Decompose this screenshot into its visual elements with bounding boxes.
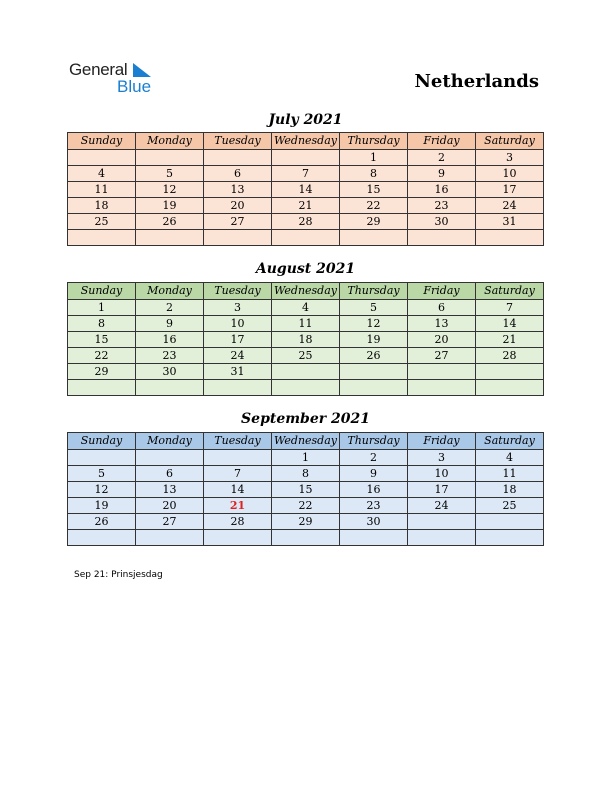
- day-cell: 19: [340, 332, 408, 348]
- day-cell: 13: [204, 182, 272, 198]
- weekday-header: Saturday: [476, 133, 544, 150]
- week-row: [68, 514, 544, 530]
- day-cell: [408, 530, 476, 546]
- day-cell: [68, 450, 136, 466]
- day-cell: 3: [408, 450, 476, 466]
- day-cell: 27: [204, 214, 272, 230]
- day-cell: 28: [204, 514, 272, 530]
- weekday-header: Wednesday: [272, 133, 340, 150]
- day-cell: [68, 530, 136, 546]
- day-cell: [136, 380, 204, 396]
- day-cell: 27: [408, 348, 476, 364]
- day-cell: 18: [476, 482, 544, 498]
- weekday-header: Tuesday: [204, 133, 272, 150]
- day-cell: 11: [68, 182, 136, 198]
- weekday-header: Sunday: [68, 283, 136, 300]
- week-row: [68, 300, 544, 316]
- month-title-august: August 2021: [255, 261, 356, 277]
- day-cell: 31: [204, 364, 272, 380]
- day-cell: 30: [340, 514, 408, 530]
- day-cell: 23: [340, 498, 408, 514]
- week-row: [68, 214, 544, 230]
- week-row: [68, 150, 544, 166]
- day-cell: 31: [476, 214, 544, 230]
- week-row: [68, 466, 544, 482]
- weekday-header: Wednesday: [272, 433, 340, 450]
- day-cell: 18: [68, 198, 136, 214]
- week-row: [68, 316, 544, 332]
- day-cell: 26: [136, 214, 204, 230]
- day-cell: 6: [136, 466, 204, 482]
- day-cell: 21: [272, 198, 340, 214]
- day-cell: 17: [408, 482, 476, 498]
- day-cell: [340, 230, 408, 246]
- holiday-note: Sep 21: Prinsjesdag: [74, 570, 163, 580]
- calendar-september: [67, 432, 544, 546]
- day-cell: 25: [476, 498, 544, 514]
- day-cell: 9: [340, 466, 408, 482]
- day-cell: 3: [204, 300, 272, 316]
- day-cell: [340, 364, 408, 380]
- day-cell: 10: [204, 316, 272, 332]
- day-cell: 13: [136, 482, 204, 498]
- day-cell: [272, 364, 340, 380]
- day-cell: [408, 364, 476, 380]
- day-cell: [204, 530, 272, 546]
- day-cell: [68, 380, 136, 396]
- day-cell: 7: [476, 300, 544, 316]
- weekday-header: Thursday: [340, 433, 408, 450]
- day-cell: 5: [68, 466, 136, 482]
- day-cell: 15: [68, 332, 136, 348]
- week-row: [68, 380, 544, 396]
- day-cell: 23: [408, 198, 476, 214]
- day-cell: 20: [204, 198, 272, 214]
- day-cell: [408, 380, 476, 396]
- day-cell: [68, 150, 136, 166]
- day-cell: [272, 530, 340, 546]
- day-cell: 15: [272, 482, 340, 498]
- weekday-header: Friday: [408, 133, 476, 150]
- day-cell: [204, 230, 272, 246]
- day-cell: [476, 364, 544, 380]
- day-cell: 30: [136, 364, 204, 380]
- day-cell: 1: [68, 300, 136, 316]
- day-cell: 10: [476, 166, 544, 182]
- weekday-header: Friday: [408, 433, 476, 450]
- day-cell: 12: [340, 316, 408, 332]
- weekday-header-row: [68, 133, 544, 150]
- day-cell: [408, 514, 476, 530]
- day-cell: [340, 530, 408, 546]
- day-cell: 20: [136, 498, 204, 514]
- day-cell: [204, 380, 272, 396]
- day-cell: 24: [408, 498, 476, 514]
- weekday-header: Friday: [408, 283, 476, 300]
- week-row: [68, 482, 544, 498]
- day-cell: [340, 380, 408, 396]
- weekday-header: Saturday: [476, 433, 544, 450]
- week-row: [68, 198, 544, 214]
- day-cell: 27: [136, 514, 204, 530]
- weekday-header-row: [68, 283, 544, 300]
- day-cell: [476, 380, 544, 396]
- day-cell: [408, 230, 476, 246]
- day-cell: 24: [476, 198, 544, 214]
- day-cell: 21: [476, 332, 544, 348]
- day-cell: 5: [340, 300, 408, 316]
- week-row: [68, 332, 544, 348]
- week-row: [68, 230, 544, 246]
- day-cell: 2: [340, 450, 408, 466]
- day-cell: 28: [272, 214, 340, 230]
- day-cell: 11: [272, 316, 340, 332]
- day-cell: 9: [408, 166, 476, 182]
- day-cell: 4: [272, 300, 340, 316]
- day-cell: 16: [136, 332, 204, 348]
- day-cell: 8: [68, 316, 136, 332]
- weekday-header: Sunday: [68, 433, 136, 450]
- day-cell: 23: [136, 348, 204, 364]
- day-cell: 25: [272, 348, 340, 364]
- day-cell: 6: [204, 166, 272, 182]
- day-cell: 17: [204, 332, 272, 348]
- calendar-august: [67, 282, 544, 396]
- day-cell: 18: [272, 332, 340, 348]
- day-cell: 6: [408, 300, 476, 316]
- day-cell: 20: [408, 332, 476, 348]
- day-cell: 29: [340, 214, 408, 230]
- country-title: Netherlands: [414, 71, 539, 92]
- day-cell: 22: [340, 198, 408, 214]
- day-cell: 17: [476, 182, 544, 198]
- day-cell: [136, 150, 204, 166]
- day-cell: [272, 150, 340, 166]
- day-cell: 24: [204, 348, 272, 364]
- week-row: [68, 348, 544, 364]
- weekday-header-row: [68, 433, 544, 450]
- day-cell: 3: [476, 150, 544, 166]
- day-cell: 8: [340, 166, 408, 182]
- day-cell: 14: [476, 316, 544, 332]
- day-cell: 7: [272, 166, 340, 182]
- day-cell: [136, 230, 204, 246]
- day-cell: 19: [136, 198, 204, 214]
- day-cell: [476, 514, 544, 530]
- day-cell: [272, 380, 340, 396]
- weekday-header: Sunday: [68, 133, 136, 150]
- week-row: [68, 530, 544, 546]
- weekday-header: Tuesday: [204, 433, 272, 450]
- week-row: [68, 166, 544, 182]
- day-cell: 29: [272, 514, 340, 530]
- day-cell: 22: [68, 348, 136, 364]
- day-cell: 26: [340, 348, 408, 364]
- day-cell: [136, 530, 204, 546]
- day-cell: [476, 530, 544, 546]
- day-cell: 19: [68, 498, 136, 514]
- day-cell: 11: [476, 466, 544, 482]
- day-cell: 22: [272, 498, 340, 514]
- day-cell: 16: [340, 482, 408, 498]
- holiday-day-cell: 21: [204, 498, 272, 514]
- day-cell: 28: [476, 348, 544, 364]
- week-row: [68, 364, 544, 380]
- week-row: [68, 182, 544, 198]
- day-cell: 13: [408, 316, 476, 332]
- weekday-header: Tuesday: [204, 283, 272, 300]
- day-cell: 12: [68, 482, 136, 498]
- day-cell: 2: [408, 150, 476, 166]
- weekday-header: Monday: [136, 433, 204, 450]
- day-cell: 15: [340, 182, 408, 198]
- day-cell: [272, 230, 340, 246]
- logo-general-text: General: [69, 60, 128, 79]
- day-cell: [204, 150, 272, 166]
- day-cell: 30: [408, 214, 476, 230]
- day-cell: 9: [136, 316, 204, 332]
- day-cell: 1: [340, 150, 408, 166]
- day-cell: 8: [272, 466, 340, 482]
- day-cell: [136, 450, 204, 466]
- weekday-header: Wednesday: [272, 283, 340, 300]
- day-cell: 29: [68, 364, 136, 380]
- month-title-september: September 2021: [241, 411, 370, 427]
- weekday-header: Thursday: [340, 133, 408, 150]
- day-cell: 7: [204, 466, 272, 482]
- week-row: [68, 450, 544, 466]
- month-title-july: July 2021: [268, 112, 343, 128]
- day-cell: 4: [476, 450, 544, 466]
- day-cell: 1: [272, 450, 340, 466]
- triangle-flag-icon: [133, 63, 153, 79]
- weekday-header: Monday: [136, 283, 204, 300]
- day-cell: 14: [204, 482, 272, 498]
- day-cell: 26: [68, 514, 136, 530]
- day-cell: 12: [136, 182, 204, 198]
- calendar-july: [67, 132, 544, 246]
- logo-blue-text: Blue: [117, 77, 152, 96]
- day-cell: 16: [408, 182, 476, 198]
- day-cell: [476, 230, 544, 246]
- week-row: [68, 498, 544, 514]
- day-cell: 25: [68, 214, 136, 230]
- logo: [69, 60, 179, 100]
- day-cell: 4: [68, 166, 136, 182]
- day-cell: [204, 450, 272, 466]
- day-cell: 5: [136, 166, 204, 182]
- weekday-header: Saturday: [476, 283, 544, 300]
- day-cell: 2: [136, 300, 204, 316]
- day-cell: 14: [272, 182, 340, 198]
- weekday-header: Thursday: [340, 283, 408, 300]
- weekday-header: Monday: [136, 133, 204, 150]
- day-cell: [68, 230, 136, 246]
- day-cell: 10: [408, 466, 476, 482]
